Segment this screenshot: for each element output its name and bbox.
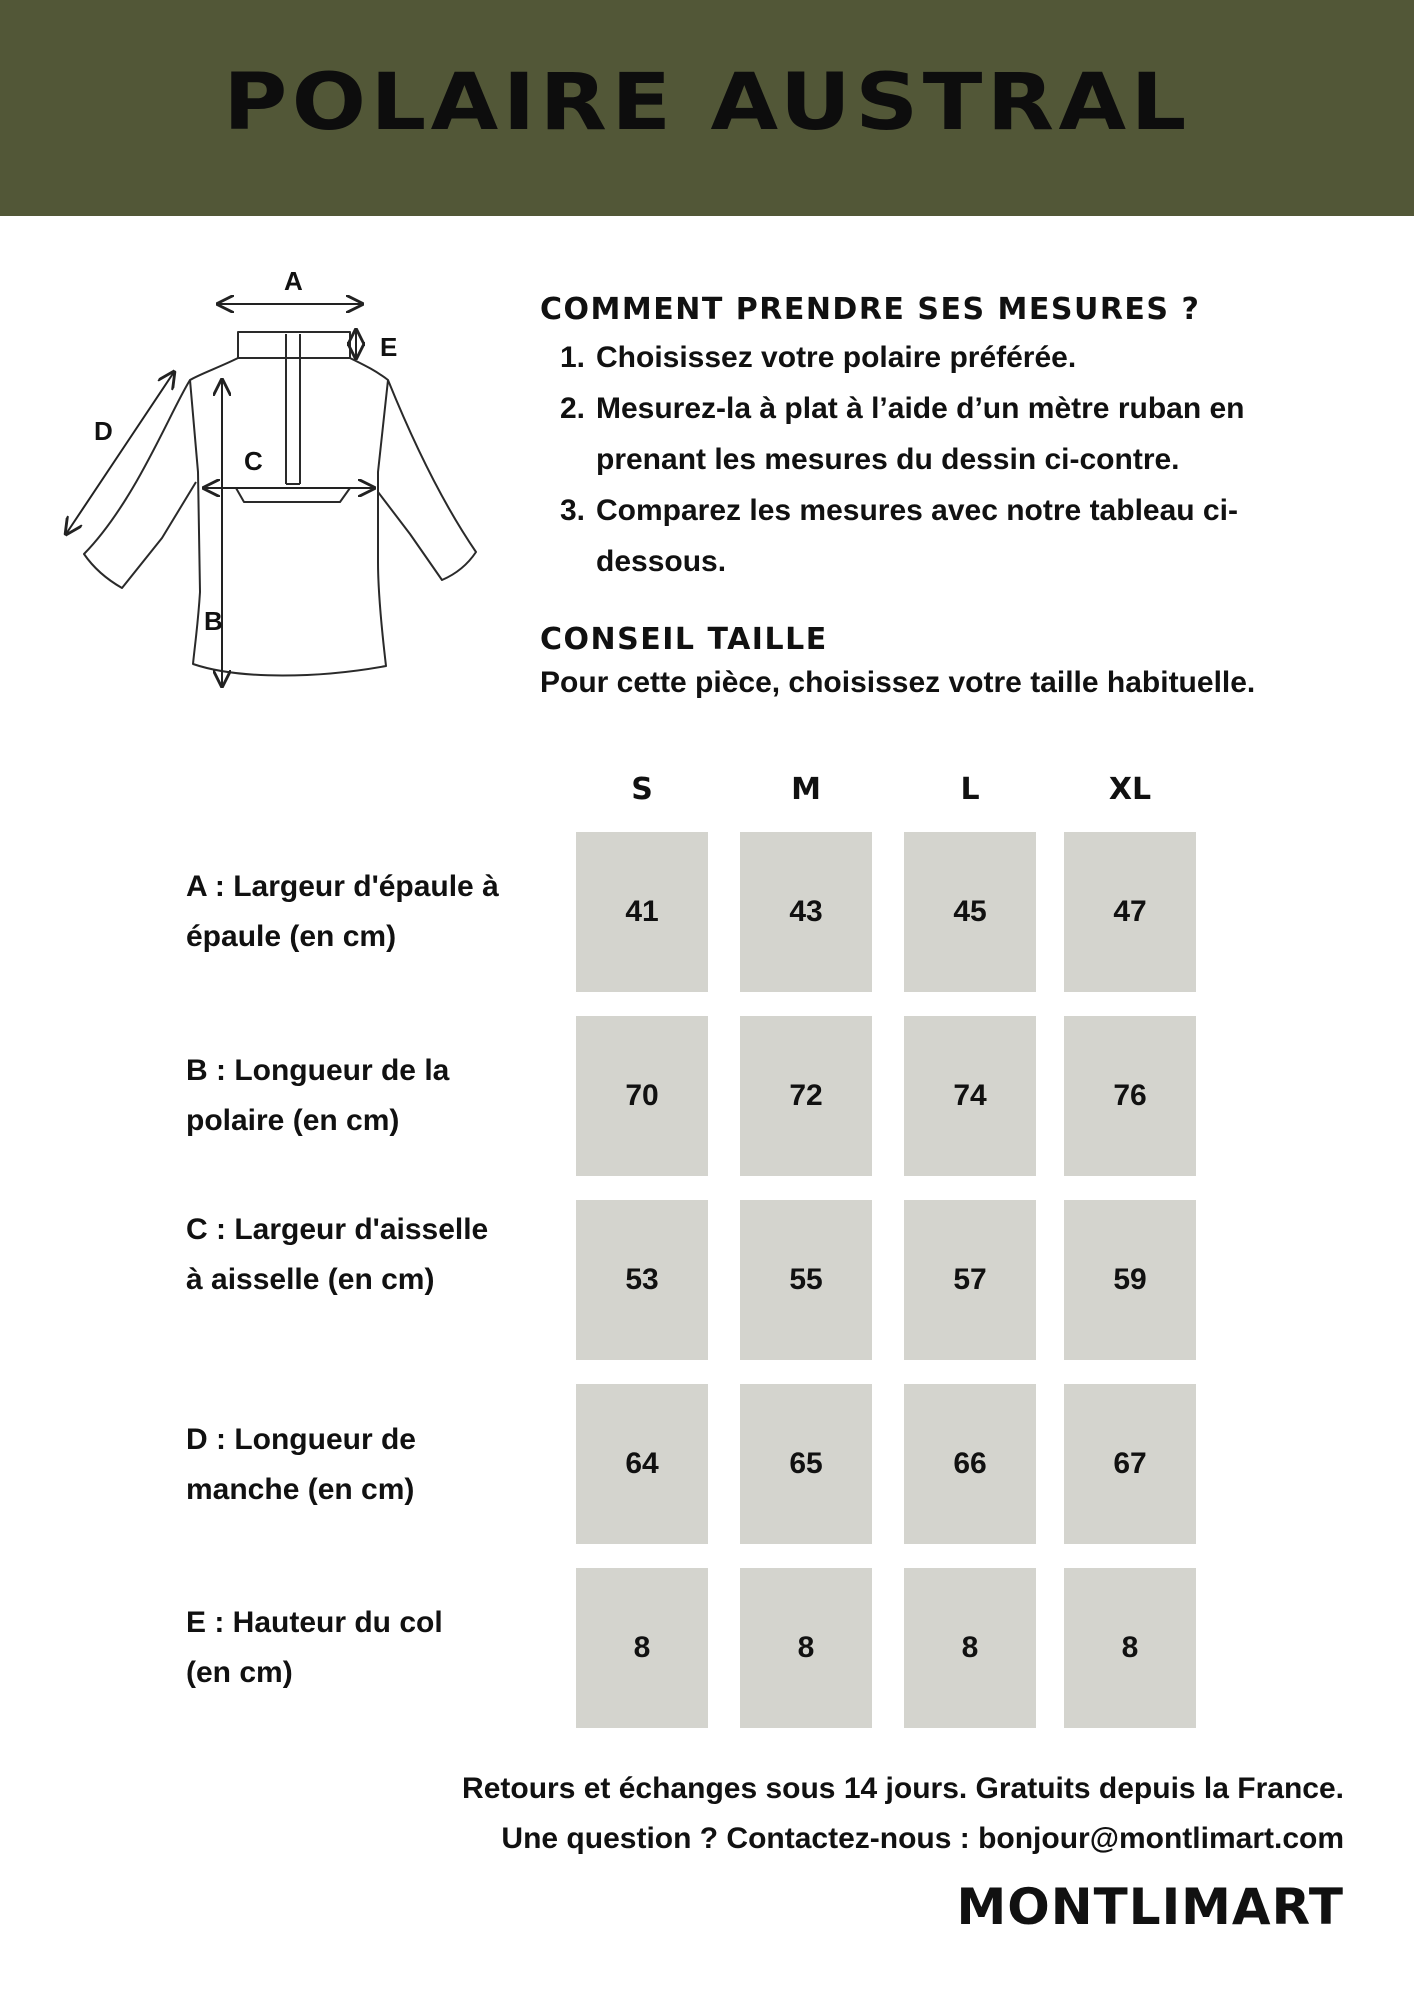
front-pocket	[236, 488, 350, 502]
step-number: 2.	[560, 392, 586, 425]
table-cell: 55	[740, 1200, 872, 1360]
row-label-b: B : Longueur de la polaire (en cm)	[186, 1054, 450, 1137]
table-cell: 8	[904, 1568, 1036, 1728]
table-cell: 65	[740, 1384, 872, 1544]
row-label-e: E : Hauteur du col (en cm)	[186, 1606, 443, 1689]
brand-logo: MONTLIMART	[956, 1878, 1344, 1936]
label-c: C	[244, 446, 263, 476]
label-d: D	[94, 416, 113, 446]
step-item	[560, 332, 1320, 383]
table-cell: 57	[904, 1200, 1036, 1360]
table-cell: 67	[1064, 1384, 1196, 1544]
table-cell: 8	[576, 1568, 708, 1728]
contact-note: Une question ? Contactez-nous : bonjour@montlimart.com	[501, 1822, 1344, 1855]
table-cell: 59	[1064, 1200, 1196, 1360]
table-cell: 47	[1064, 832, 1196, 992]
row-label-d: D : Longueur de manche (en cm)	[186, 1423, 416, 1506]
how-to-steps	[560, 332, 1320, 587]
zip-placket	[286, 334, 300, 484]
step-item	[560, 383, 1320, 485]
row-label-c: C : Largeur d'aisselle à aisselle (en cm)	[186, 1213, 489, 1296]
label-b: B	[204, 606, 223, 636]
step-number: 1.	[560, 341, 586, 374]
step-item	[560, 485, 1320, 587]
size-header-l: L	[960, 772, 980, 807]
row-label-a: A : Largeur d'épaule à épaule (en cm)	[186, 870, 499, 953]
label-a: A	[284, 266, 303, 296]
table-cell: 64	[576, 1384, 708, 1544]
table-cell: 41	[576, 832, 708, 992]
advice-text: Pour cette pièce, choisissez votre taille habituelle.	[540, 666, 1256, 699]
table-cell: 70	[576, 1016, 708, 1176]
step-text: Choisissez votre polaire préférée.	[596, 341, 1077, 374]
table-cell: 66	[904, 1384, 1036, 1544]
table-cell: 53	[576, 1200, 708, 1360]
table-cell: 72	[740, 1016, 872, 1176]
step-text: Comparez les mesures avec notre tableau ci-dessous.	[596, 494, 1238, 578]
step-number: 3.	[560, 494, 586, 527]
left-sleeve	[84, 380, 196, 588]
returns-note: Retours et échanges sous 14 jours. Gratuits depuis la France.	[462, 1772, 1344, 1805]
table-cell: 45	[904, 832, 1036, 992]
size-header-s: S	[631, 772, 653, 807]
label-e: E	[380, 332, 398, 362]
collar-shape	[238, 332, 350, 358]
step-text: Mesurez-la à plat à l’aide d’un mètre ruban en prenant les mesures du dessin ci-contre.	[596, 392, 1245, 476]
table-cell: 74	[904, 1016, 1036, 1176]
header-banner	[0, 0, 1414, 216]
advice-title: CONSEIL TAILLE	[540, 622, 828, 657]
table-cell: 8	[1064, 1568, 1196, 1728]
table-cell: 8	[740, 1568, 872, 1728]
page-title: POLAIRE AUSTRAL	[223, 58, 1191, 148]
how-to-title: COMMENT PRENDRE SES MESURES ?	[540, 292, 1201, 327]
size-header-xl: XL	[1108, 772, 1152, 807]
garment-diagram	[60, 262, 500, 722]
table-cell: 43	[740, 832, 872, 992]
right-sleeve	[378, 380, 476, 580]
size-header-m: M	[791, 772, 821, 807]
table-cell: 76	[1064, 1016, 1196, 1176]
